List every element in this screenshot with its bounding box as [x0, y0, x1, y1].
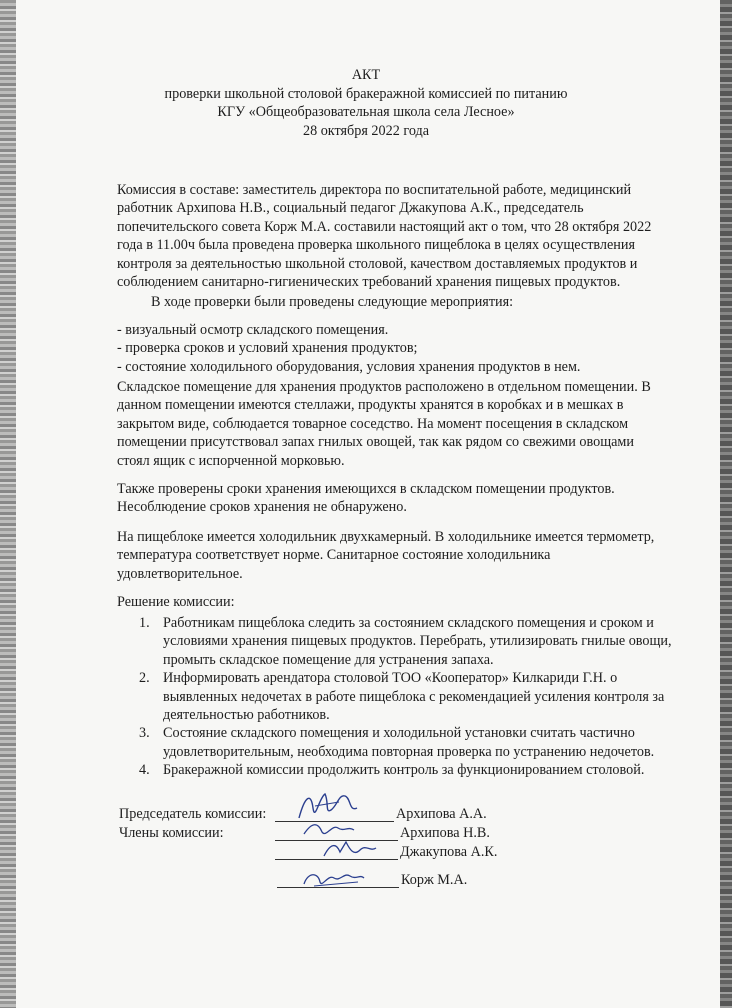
fridge-paragraph [117, 528, 685, 583]
activities-heading-text: В ходе проверки были проведены следующие мероприятия: [151, 294, 514, 310]
decision-number: 4. [139, 762, 150, 779]
decision-number: 1. [139, 615, 150, 631]
warehouse-line: помещении присутствовал запах гнилых овощей, так как рядом со свежими овощами [117, 434, 634, 451]
decision-heading [117, 593, 685, 611]
intro-paragraph [117, 181, 685, 291]
decision-line: Информировать арендатора столовой ТОО «Кооператор» Килкариди Г.Н. о [163, 670, 618, 687]
activities-heading [117, 293, 685, 311]
activity-item: - состояние холодильного оборудования, условия хранения продуктов в нем. [117, 358, 581, 375]
decision-item [139, 761, 699, 779]
decision-line: Работникам пищеблока следить за состоянием складского помещения и сроком и [163, 615, 654, 631]
scan-edge-right [720, 0, 732, 1008]
document-header [0, 66, 732, 140]
decision-line: промыть складское помещение для устранения запаха. [163, 651, 494, 668]
decision-item [139, 724, 699, 761]
decision-heading-text: Решение комиссии: [117, 594, 235, 610]
warehouse-line: стоял ящик с испорченной морковью. [117, 452, 345, 469]
decision-line: Состояние складского помещения и холодильной установки считать частично [163, 725, 635, 742]
decision-line: деятельностью работников. [163, 707, 330, 724]
decision-line: удовлетворительным, необходима повторная проверка по устранению недочетов. [163, 743, 655, 760]
intro-line: работник Архипова Н.В., социальный педагог Джакупова А.К., председатель [117, 200, 584, 217]
signatory-name: Корж М.А. [401, 872, 468, 888]
storage-line: Также проверены сроки хранения имеющихся в складском помещении продуктов. [117, 481, 615, 497]
warehouse-paragraph [117, 378, 685, 470]
decision-line: условиями хранения пищевых продуктов. Перебрать, утилизировать гнилые овощи, [163, 633, 672, 650]
intro-line: попечительского совета Корж М.А. составили настоящий акт о том, что 28 октября 2022 [117, 218, 652, 235]
handwritten-signature [300, 818, 356, 840]
decision-item [139, 614, 699, 669]
fridge-line: На пищеблоке имеется холодильник двухкамерный. В холодильнике имеется термометр, [117, 529, 655, 545]
members-label: Члены комиссии: [119, 825, 224, 841]
document-title: АКТ [351, 67, 381, 83]
intro-line: Комиссия в составе: заместитель директора по воспитательной работе, медицинский [117, 182, 632, 198]
signatory-name: Архипова Н.В. [400, 825, 490, 841]
decision-line: выявленных недочетах в работе пищеблока с рекомендацией усиления контроля за [163, 688, 665, 705]
chair-label: Председатель комиссии: [119, 806, 267, 822]
activities-list [117, 321, 685, 376]
decision-item [139, 669, 699, 724]
storage-paragraph [117, 480, 685, 517]
storage-line: Несоблюдение сроков хранения не обнаружено. [117, 499, 407, 516]
decision-list [139, 614, 699, 780]
fridge-line: удовлетворительное. [117, 565, 243, 582]
activity-item: - визуальный осмотр складского помещения. [117, 322, 389, 338]
intro-line: соблюдением санитарно-гигиенических требований хранения пищевых продуктов. [117, 274, 621, 291]
warehouse-line: данном помещении имеются стеллажи, продукты хранятся в коробках и в мешках в [117, 397, 624, 414]
signatory-name: Джакупова А.К. [400, 844, 498, 860]
signatory-name: Архипова А.А. [396, 806, 487, 822]
activity-item: - проверка сроков и условий хранения продуктов; [117, 340, 418, 357]
decision-line: Бракеражной комиссии продолжить контроль за функционированием столовой. [163, 762, 645, 779]
header-line-1: проверки школьной столовой бракеражной комиссией по питанию [164, 85, 568, 102]
fridge-line: температура соответствует норме. Санитарное состояние холодильника [117, 547, 551, 564]
intro-line: контроля за деятельностью школьной столовой, качеством доставляемых продуктов и [117, 255, 638, 272]
scan-edge-left [0, 0, 16, 1008]
header-line-2: КГУ «Общеобразовательная школа села Лесное» [217, 104, 515, 120]
warehouse-line: Складское помещение для хранения продуктов расположено в отдельном помещении. В [117, 379, 651, 395]
warehouse-line: закрытом виде, соблюдается товарное соседство. На момент посещения в складском [117, 415, 629, 432]
header-date: 28 октября 2022 года [302, 122, 430, 139]
intro-line: года в 11.00ч была проведена проверка школьного пищеблока в целях осуществления [117, 237, 635, 254]
handwritten-signature [320, 838, 380, 862]
handwritten-signature [300, 866, 368, 892]
decision-number: 3. [139, 725, 150, 742]
decision-number: 2. [139, 670, 150, 687]
